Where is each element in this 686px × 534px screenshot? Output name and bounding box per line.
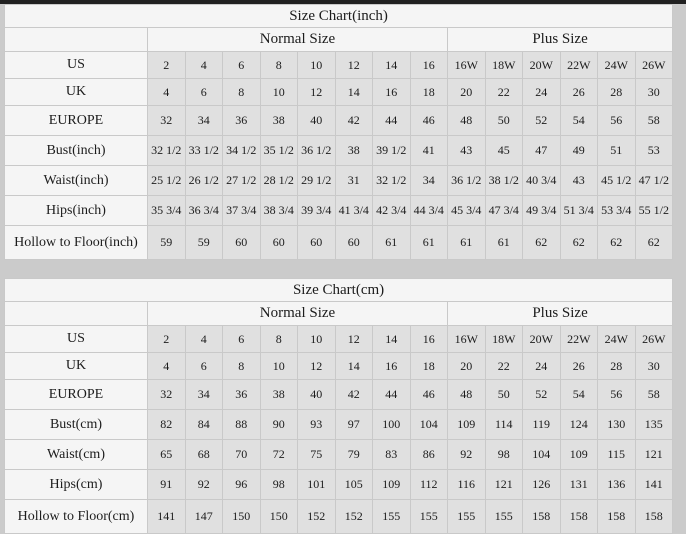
- size-value-cell: 58: [635, 106, 673, 136]
- size-value-cell: 92: [185, 470, 223, 500]
- size-value-cell: 30: [635, 353, 673, 380]
- row-label: Bust(cm): [5, 410, 148, 440]
- size-value-cell: 49 3/4: [523, 196, 561, 226]
- size-value-cell: 90: [260, 410, 298, 440]
- size-value-cell: 109: [373, 470, 411, 500]
- plus-size-header: Plus Size: [448, 28, 673, 52]
- size-value-cell: 6: [185, 353, 223, 380]
- size-value-cell: 22W: [560, 52, 598, 79]
- size-chart-inch-table: [4, 4, 673, 260]
- size-value-cell: 121: [635, 440, 673, 470]
- size-value-cell: 116: [448, 470, 486, 500]
- size-value-cell: 44: [373, 380, 411, 410]
- size-value-cell: 45 3/4: [448, 196, 486, 226]
- table-row: [5, 106, 673, 136]
- size-value-cell: 8: [260, 326, 298, 353]
- size-value-cell: 112: [410, 470, 448, 500]
- size-value-cell: 97: [335, 410, 373, 440]
- size-value-cell: 43: [448, 136, 486, 166]
- size-value-cell: 14: [373, 326, 411, 353]
- size-value-cell: 32 1/2: [148, 136, 186, 166]
- size-value-cell: 8: [223, 79, 261, 106]
- size-value-cell: 83: [373, 440, 411, 470]
- size-value-cell: 46: [410, 380, 448, 410]
- size-value-cell: 10: [298, 52, 336, 79]
- row-label: Waist(cm): [5, 440, 148, 470]
- size-value-cell: 28: [598, 353, 636, 380]
- size-value-cell: 34: [410, 166, 448, 196]
- size-value-cell: 44 3/4: [410, 196, 448, 226]
- size-value-cell: 150: [223, 500, 261, 534]
- size-value-cell: 34 1/2: [223, 136, 261, 166]
- table-title-row: [5, 279, 673, 302]
- table-title: Size Chart(inch): [5, 5, 673, 28]
- size-value-cell: 32 1/2: [373, 166, 411, 196]
- table-row: [5, 166, 673, 196]
- size-value-cell: 68: [185, 440, 223, 470]
- plus-size-header: Plus Size: [448, 302, 673, 326]
- normal-size-header: Normal Size: [148, 302, 448, 326]
- table-row: [5, 353, 673, 380]
- table-row: [5, 196, 673, 226]
- table-title: Size Chart(cm): [5, 279, 673, 302]
- size-value-cell: 39 1/2: [373, 136, 411, 166]
- row-label: Hollow to Floor(inch): [5, 226, 148, 260]
- size-value-cell: 16: [410, 52, 448, 79]
- row-label: Bust(inch): [5, 136, 148, 166]
- size-value-cell: 104: [523, 440, 561, 470]
- size-value-cell: 92: [448, 440, 486, 470]
- size-value-cell: 48: [448, 106, 486, 136]
- size-value-cell: 50: [485, 380, 523, 410]
- size-value-cell: 60: [298, 226, 336, 260]
- size-value-cell: 14: [335, 353, 373, 380]
- size-value-cell: 109: [560, 440, 598, 470]
- size-value-cell: 26: [560, 79, 598, 106]
- size-value-cell: 130: [598, 410, 636, 440]
- size-value-cell: 4: [185, 52, 223, 79]
- size-value-cell: 46: [410, 106, 448, 136]
- size-value-cell: 136: [598, 470, 636, 500]
- size-value-cell: 18: [410, 353, 448, 380]
- size-value-cell: 61: [410, 226, 448, 260]
- size-value-cell: 14: [373, 52, 411, 79]
- size-value-cell: 41: [410, 136, 448, 166]
- size-value-cell: 2: [148, 52, 186, 79]
- size-value-cell: 42 3/4: [373, 196, 411, 226]
- table-row: [5, 326, 673, 353]
- size-value-cell: 131: [560, 470, 598, 500]
- size-value-cell: 26: [560, 353, 598, 380]
- size-value-cell: 12: [335, 326, 373, 353]
- corner-cell: [5, 302, 148, 326]
- size-value-cell: 54: [560, 106, 598, 136]
- size-value-cell: 24: [523, 353, 561, 380]
- size-value-cell: 79: [335, 440, 373, 470]
- size-value-cell: 54: [560, 380, 598, 410]
- size-value-cell: 31: [335, 166, 373, 196]
- size-value-cell: 61: [485, 226, 523, 260]
- size-value-cell: 62: [598, 226, 636, 260]
- size-value-cell: 40: [298, 380, 336, 410]
- size-value-cell: 16: [373, 79, 411, 106]
- size-value-cell: 62: [560, 226, 598, 260]
- size-value-cell: 104: [410, 410, 448, 440]
- size-value-cell: 75: [298, 440, 336, 470]
- column-group-row: [5, 302, 673, 326]
- size-value-cell: 22: [485, 79, 523, 106]
- size-value-cell: 126: [523, 470, 561, 500]
- size-value-cell: 121: [485, 470, 523, 500]
- size-value-cell: 48: [448, 380, 486, 410]
- corner-cell: [5, 28, 148, 52]
- size-value-cell: 45: [485, 136, 523, 166]
- size-value-cell: 70: [223, 440, 261, 470]
- row-label: US: [5, 326, 148, 353]
- size-value-cell: 49: [560, 136, 598, 166]
- size-value-cell: 16: [410, 326, 448, 353]
- size-value-cell: 40 3/4: [523, 166, 561, 196]
- size-value-cell: 39 3/4: [298, 196, 336, 226]
- table-row: [5, 79, 673, 106]
- size-value-cell: 16: [373, 353, 411, 380]
- size-value-cell: 38: [260, 106, 298, 136]
- size-value-cell: 14: [335, 79, 373, 106]
- size-value-cell: 20: [448, 353, 486, 380]
- size-value-cell: 26 1/2: [185, 166, 223, 196]
- size-value-cell: 26W: [635, 326, 673, 353]
- size-value-cell: 62: [523, 226, 561, 260]
- size-value-cell: 158: [635, 500, 673, 534]
- size-value-cell: 10: [260, 353, 298, 380]
- size-value-cell: 24: [523, 79, 561, 106]
- size-value-cell: 98: [485, 440, 523, 470]
- size-value-cell: 38 1/2: [485, 166, 523, 196]
- size-value-cell: 36 1/2: [298, 136, 336, 166]
- size-value-cell: 50: [485, 106, 523, 136]
- size-value-cell: 35 1/2: [260, 136, 298, 166]
- size-value-cell: 93: [298, 410, 336, 440]
- size-value-cell: 6: [223, 326, 261, 353]
- size-value-cell: 88: [223, 410, 261, 440]
- size-value-cell: 52: [523, 380, 561, 410]
- size-value-cell: 58: [635, 380, 673, 410]
- column-group-row: [5, 28, 673, 52]
- size-value-cell: 52: [523, 106, 561, 136]
- size-value-cell: 105: [335, 470, 373, 500]
- size-value-cell: 20W: [523, 52, 561, 79]
- size-value-cell: 158: [560, 500, 598, 534]
- size-value-cell: 33 1/2: [185, 136, 223, 166]
- size-value-cell: 12: [298, 353, 336, 380]
- size-value-cell: 30: [635, 79, 673, 106]
- size-value-cell: 114: [485, 410, 523, 440]
- size-value-cell: 60: [335, 226, 373, 260]
- size-value-cell: 44: [373, 106, 411, 136]
- size-value-cell: 109: [448, 410, 486, 440]
- table-row: [5, 440, 673, 470]
- size-value-cell: 18W: [485, 52, 523, 79]
- row-label: EUROPE: [5, 106, 148, 136]
- size-value-cell: 29 1/2: [298, 166, 336, 196]
- size-value-cell: 27 1/2: [223, 166, 261, 196]
- size-value-cell: 37 3/4: [223, 196, 261, 226]
- size-value-cell: 152: [298, 500, 336, 534]
- table-row: [5, 226, 673, 260]
- size-value-cell: 98: [260, 470, 298, 500]
- size-value-cell: 135: [635, 410, 673, 440]
- size-value-cell: 40: [298, 106, 336, 136]
- row-label: Hips(inch): [5, 196, 148, 226]
- size-value-cell: 86: [410, 440, 448, 470]
- size-value-cell: 36 1/2: [448, 166, 486, 196]
- size-value-cell: 10: [298, 326, 336, 353]
- size-value-cell: 124: [560, 410, 598, 440]
- size-value-cell: 155: [410, 500, 448, 534]
- size-value-cell: 115: [598, 440, 636, 470]
- size-value-cell: 8: [223, 353, 261, 380]
- size-value-cell: 59: [148, 226, 186, 260]
- size-value-cell: 12: [335, 52, 373, 79]
- size-value-cell: 91: [148, 470, 186, 500]
- size-value-cell: 62: [635, 226, 673, 260]
- table-row: [5, 500, 673, 534]
- size-value-cell: 36 3/4: [185, 196, 223, 226]
- size-value-cell: 22W: [560, 326, 598, 353]
- size-value-cell: 158: [523, 500, 561, 534]
- size-value-cell: 60: [223, 226, 261, 260]
- size-value-cell: 34: [185, 380, 223, 410]
- size-value-cell: 2: [148, 326, 186, 353]
- size-value-cell: 53: [635, 136, 673, 166]
- size-value-cell: 47: [523, 136, 561, 166]
- size-value-cell: 53 3/4: [598, 196, 636, 226]
- size-value-cell: 16W: [448, 52, 486, 79]
- size-value-cell: 100: [373, 410, 411, 440]
- table-row: [5, 470, 673, 500]
- size-value-cell: 101: [298, 470, 336, 500]
- row-label: EUROPE: [5, 380, 148, 410]
- size-value-cell: 35 3/4: [148, 196, 186, 226]
- size-value-cell: 56: [598, 380, 636, 410]
- size-value-cell: 41 3/4: [335, 196, 373, 226]
- row-label: UK: [5, 353, 148, 380]
- size-value-cell: 61: [448, 226, 486, 260]
- table-row: [5, 410, 673, 440]
- size-value-cell: 34: [185, 106, 223, 136]
- size-value-cell: 36: [223, 380, 261, 410]
- size-value-cell: 82: [148, 410, 186, 440]
- size-value-cell: 38 3/4: [260, 196, 298, 226]
- size-value-cell: 47 3/4: [485, 196, 523, 226]
- row-label: Hollow to Floor(cm): [5, 500, 148, 534]
- size-value-cell: 16W: [448, 326, 486, 353]
- size-value-cell: 38: [335, 136, 373, 166]
- size-value-cell: 155: [448, 500, 486, 534]
- size-value-cell: 119: [523, 410, 561, 440]
- size-value-cell: 42: [335, 106, 373, 136]
- size-value-cell: 43: [560, 166, 598, 196]
- size-value-cell: 55 1/2: [635, 196, 673, 226]
- size-value-cell: 84: [185, 410, 223, 440]
- size-value-cell: 6: [185, 79, 223, 106]
- size-value-cell: 45 1/2: [598, 166, 636, 196]
- size-value-cell: 20W: [523, 326, 561, 353]
- table-title-row: [5, 5, 673, 28]
- size-value-cell: 56: [598, 106, 636, 136]
- size-value-cell: 47 1/2: [635, 166, 673, 196]
- size-value-cell: 20: [448, 79, 486, 106]
- size-value-cell: 152: [335, 500, 373, 534]
- row-label: Waist(inch): [5, 166, 148, 196]
- size-value-cell: 38: [260, 380, 298, 410]
- row-label: UK: [5, 79, 148, 106]
- size-value-cell: 4: [148, 353, 186, 380]
- size-value-cell: 96: [223, 470, 261, 500]
- size-value-cell: 141: [148, 500, 186, 534]
- table-row: [5, 136, 673, 166]
- size-value-cell: 51: [598, 136, 636, 166]
- size-value-cell: 24W: [598, 326, 636, 353]
- table-row: [5, 52, 673, 79]
- size-value-cell: 65: [148, 440, 186, 470]
- size-value-cell: 8: [260, 52, 298, 79]
- size-value-cell: 18: [410, 79, 448, 106]
- size-chart-cm-table: [4, 278, 673, 534]
- size-value-cell: 147: [185, 500, 223, 534]
- size-value-cell: 158: [598, 500, 636, 534]
- size-value-cell: 24W: [598, 52, 636, 79]
- size-value-cell: 150: [260, 500, 298, 534]
- size-value-cell: 25 1/2: [148, 166, 186, 196]
- normal-size-header: Normal Size: [148, 28, 448, 52]
- size-value-cell: 141: [635, 470, 673, 500]
- size-value-cell: 36: [223, 106, 261, 136]
- row-label: Hips(cm): [5, 470, 148, 500]
- table-row: [5, 380, 673, 410]
- size-value-cell: 51 3/4: [560, 196, 598, 226]
- size-value-cell: 155: [373, 500, 411, 534]
- size-value-cell: 61: [373, 226, 411, 260]
- size-value-cell: 59: [185, 226, 223, 260]
- size-value-cell: 60: [260, 226, 298, 260]
- size-value-cell: 4: [185, 326, 223, 353]
- row-label: US: [5, 52, 148, 79]
- size-value-cell: 42: [335, 380, 373, 410]
- size-value-cell: 18W: [485, 326, 523, 353]
- size-value-cell: 32: [148, 380, 186, 410]
- size-value-cell: 26W: [635, 52, 673, 79]
- size-value-cell: 22: [485, 353, 523, 380]
- size-value-cell: 155: [485, 500, 523, 534]
- size-value-cell: 6: [223, 52, 261, 79]
- size-value-cell: 28: [598, 79, 636, 106]
- size-value-cell: 72: [260, 440, 298, 470]
- size-value-cell: 32: [148, 106, 186, 136]
- size-value-cell: 28 1/2: [260, 166, 298, 196]
- size-value-cell: 10: [260, 79, 298, 106]
- size-value-cell: 12: [298, 79, 336, 106]
- size-value-cell: 4: [148, 79, 186, 106]
